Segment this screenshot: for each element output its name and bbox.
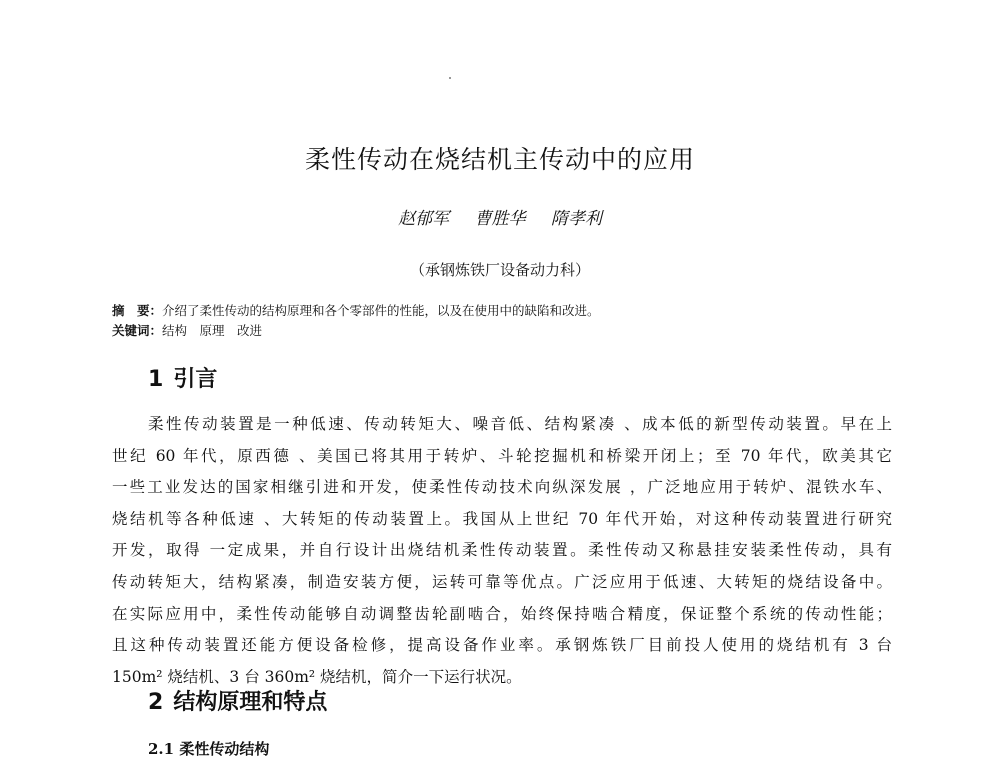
- paragraph-line: 烧结机等各种低速 、大转矩的传动装置上。我国从上世纪 70 年代开始，对这种传动装置进行研究: [112, 509, 892, 528]
- author-name: 曹胜华: [474, 209, 526, 229]
- section-title: 结构原理和特点: [173, 690, 328, 715]
- paragraph-line: 开发，取得 一定成果，并自行设计出烧结机柔性传动装置。柔性传动又称悬挂安装柔性传动，具有: [112, 541, 892, 560]
- abstract-line: [112, 301, 892, 321]
- abstract-text: 介绍了柔性传动的结构原理和各个零部件的性能，以及在使用中的缺陷和改进。: [162, 303, 600, 318]
- section-number: 2: [148, 690, 164, 715]
- subsection-title: 柔性传动结构: [179, 740, 270, 758]
- keywords-text: 结构 原理 改进: [162, 323, 263, 338]
- affiliation: （承钢炼铁厂设备动力科）: [409, 261, 590, 279]
- author-list: [0, 204, 1000, 229]
- paper-title: 柔性传动在烧结机主传动中的应用: [304, 145, 695, 174]
- paragraph-line: 传动转矩大，结构紧凑，制造安装方便，运转可靠等优点。广泛应用于低速、大转矩的烧结设备中。: [112, 572, 892, 591]
- section-heading-introduction: [148, 362, 217, 393]
- abstract-block: [112, 301, 892, 341]
- paragraph-line: 世纪 60 年代，原西德 、美国已将其用于转炉、斗轮挖掘机和桥梁开闭上；至 70 年代，欧美其它: [112, 446, 892, 465]
- keywords-line: [112, 321, 892, 341]
- scan-speck: [449, 77, 451, 79]
- author-name: 赵郁军: [398, 209, 450, 229]
- paragraph-line: 一些工业发达的国家相继引进和开发，使柔性传动技术向纵深发展 ，广泛地应用于转炉、混铁水车、: [112, 478, 892, 497]
- keywords-label: 关键词：: [112, 323, 163, 338]
- section-heading-structure: [148, 685, 327, 716]
- section-number: 1: [148, 367, 164, 392]
- introduction-paragraph: [112, 409, 892, 693]
- paragraph-line: 柔性传动装置是一种低速、传动转矩大、噪音低、结构紧凑 、成本低的新型传动装置。早在上: [148, 415, 892, 433]
- subsection-number: 2.1: [148, 740, 175, 758]
- paragraph-line: 且这种传动装置还能方便设备检修，提高设备作业率。承钢炼铁厂目前投人使用的烧结机有 3 台: [112, 636, 892, 655]
- paragraph-line: 150m² 烧结机、3 台 360m² 烧结机，简介一下运行状况。: [112, 667, 522, 686]
- section-title: 引言: [173, 367, 218, 392]
- abstract-label: 摘 要：: [112, 303, 163, 318]
- author-name: 隋孝利: [550, 209, 602, 229]
- paragraph-line: 在实际应用中，柔性传动能够自动调整齿轮副啮合，始终保持啮合精度，保证整个系统的传动性能；: [112, 604, 892, 623]
- subsection-heading: [148, 738, 269, 759]
